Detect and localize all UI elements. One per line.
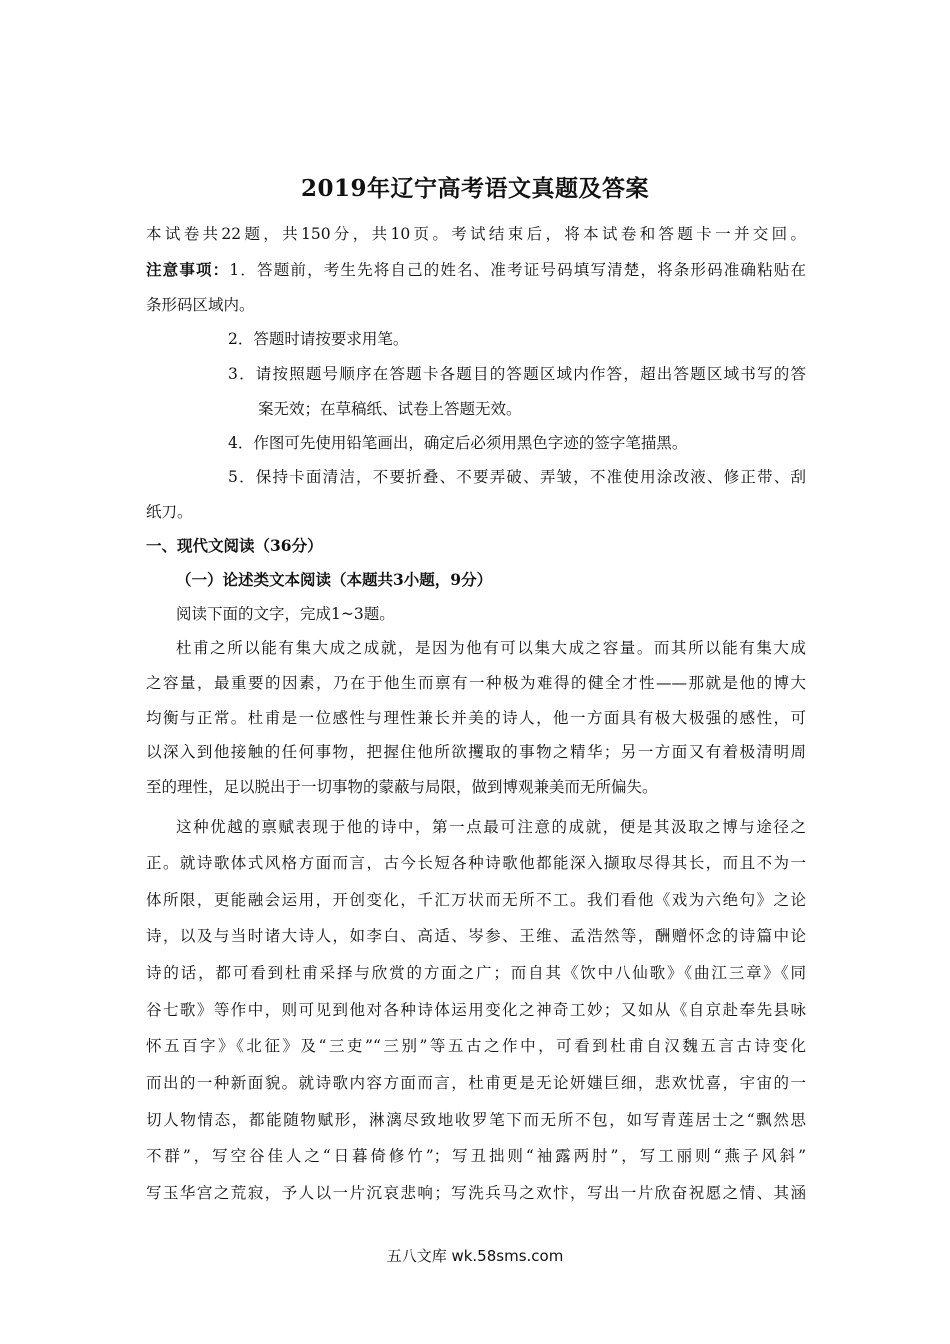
note-2: 2．答题时请按要求用笔。 [228, 330, 409, 348]
paragraph-2-line: 怀五百字》《北征》及“三吏”“三别”等五古之作中，可看到杜甫自汉魏五言古诗变化 [146, 1037, 806, 1055]
note-5-part-b: 纸刀。 [146, 503, 193, 521]
paragraph-1-line: 以深入到他接触的任何事物，把握住他所欲攫取的事物之精华；另一方面又有着极清明周 [146, 743, 806, 761]
paragraph-1-line: 至的理性，足以脱出于一切事物的蒙蔽与局限，做到博观兼美而无所偏失。 [146, 778, 658, 796]
note-3-part-b: 案无效；在草稿纸、试卷上答题无效。 [258, 400, 522, 418]
paragraph-2-line: 谷七歌》等作中，则可见到他对各种诗体运用变化之神奇工妙；又如从《自京赴奉先县咏 [146, 1001, 806, 1019]
notes-line-1 [146, 260, 806, 280]
paragraph-2-line: 切人物情态，都能随物赋形，淋漓尽致地收罗笔下而无所不包，如写青莲居士之“飘然思 [146, 1111, 806, 1129]
paragraph-2-line: 写玉华宫之荒寂，予人以一片沉哀悲响；写洗兵马之欢忭，写出一片欣奋祝愿之情、其涵 [146, 1184, 806, 1202]
paragraph-2-line: 而出的一种新面貌。就诗歌内容方面而言，杜甫更是无论妍媸巨细，悲欢忧喜，宇宙的一 [146, 1074, 806, 1092]
note-5-part-a: 5．保持卡面清洁，不要折叠、不要弄破、弄皱，不准使用涂改液、修正带、刮 [228, 468, 806, 486]
paragraph-2-line: 体所限，更能融会运用，开创变化，千汇万状而无所不工。我们看他《戏为六绝句》之论 [146, 891, 806, 909]
section-heading: 一、现代文阅读（36分） [146, 536, 323, 555]
footer-watermark: 五八文库 wk.58sms.com [386, 1247, 564, 1265]
paragraph-1-line: 均衡与正常。杜甫是一位感性与理性兼长并美的诗人，他一方面具有极大极强的感性，可 [146, 709, 806, 727]
paragraph-2-line: 诗，以及与当时诸大诗人，如李白、高适、岑参、王维、孟浩然等，酬赠怀念的诗篇中论 [146, 927, 806, 945]
note-1-part-a: 1．答题前，考生先将自己的姓名、准考证号码填写清楚，将条形码准确粘贴在 [229, 261, 806, 279]
paragraph-2-line: 诗的话，都可看到杜甫采择与欣赏的方面之广；而自其《饮中八仙歌》《曲江三章》《同 [146, 964, 806, 982]
paragraph-1-line: 之容量，最重要的因素，乃在于他生而禀有一种极为难得的健全才性——那就是他的博大 [146, 674, 806, 692]
paragraph-2-line: 这种优越的禀赋表现于他的诗中，第一点最可注意的成就，便是其汲取之博与途径之 [176, 818, 806, 836]
reading-instruction: 阅读下面的文字，完成1~3题。 [176, 605, 395, 623]
paragraph-2-line: 不群”，写空谷佳人之“日暮倚修竹”；写丑拙则“袖露两肘”，写工丽则“燕子风斜” [146, 1147, 806, 1165]
note-4: 4．作图可先使用铅笔画出，确定后必须用黑色字迹的签字笔描黑。 [228, 434, 688, 452]
notes-label: 注意事项： [146, 260, 230, 279]
page-title: 2019年辽宁高考语文真题及答案 [300, 175, 649, 202]
subsection-heading: （一）论述类文本阅读（本题共3小题，9分） [176, 570, 493, 589]
note-3-part-a: 3．请按照题号顺序在答题卡各题目的答题区域内作答，超出答题区域书写的答 [228, 365, 806, 383]
intro-text: 本试卷共22题，共150分，共10页。考试结束后，将本试卷和答题卡一并交回。 [146, 225, 806, 243]
paragraph-2-line: 正。就诗歌体式风格方面而言，古今长短各种诗歌他都能深入撷取尽得其长，而且不为一 [146, 854, 806, 872]
note-1-part-b: 条形码区域内。 [146, 296, 255, 314]
paragraph-1-line: 杜甫之所以能有集大成之成就，是因为他有可以集大成之容量。而其所以能有集大成 [176, 639, 806, 657]
